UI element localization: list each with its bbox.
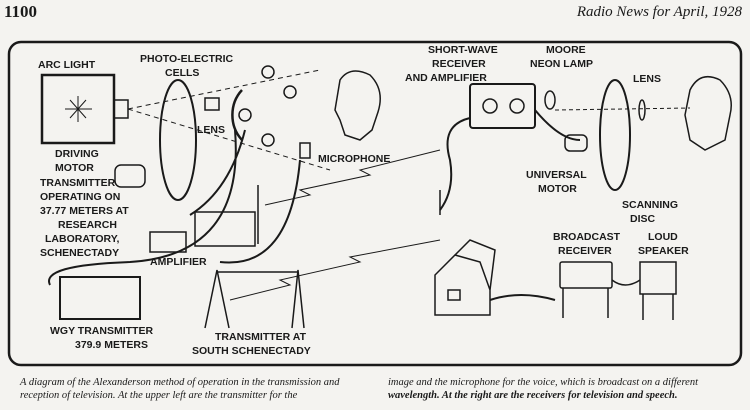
label-transmitter: 37.77 METERS AT (40, 205, 129, 217)
label-transmitter: TRANSMITTER (40, 177, 116, 189)
transmitter-box (195, 212, 255, 246)
broadcast-receiver (560, 262, 612, 288)
label-broadcast-receiver: RECEIVER (558, 245, 612, 257)
shortwave-receiver (470, 84, 535, 128)
arc-light-box (42, 75, 128, 143)
driving-motor (115, 165, 145, 187)
label-transmitter: RESEARCH (58, 219, 117, 231)
photo-cell (262, 66, 274, 78)
label-amplifier: AMPLIFIER (150, 256, 207, 268)
label-lens-right: LENS (633, 73, 662, 85)
label-neon-lamp: NEON LAMP (530, 58, 593, 70)
lens-left (205, 98, 219, 110)
label-photo-cells: PHOTO-ELECTRIC (140, 53, 234, 65)
house (435, 240, 495, 315)
neon-lamp (545, 91, 555, 109)
face-left (335, 71, 380, 140)
label-scanning-disc: DISC (630, 213, 656, 225)
label-universal-motor: UNIVERSAL (526, 169, 587, 181)
label-transmitter: SCHENECTADY (40, 247, 120, 259)
face-right (685, 77, 731, 150)
running-header: Radio News for April, 1928 (576, 4, 742, 20)
label-driving-motor: DRIVING (55, 148, 99, 160)
label-broadcast-receiver: BROADCAST (553, 231, 621, 243)
scanning-disc-left (160, 80, 196, 200)
label-driving-motor: MOTOR (55, 162, 94, 174)
loud-speaker (640, 262, 676, 294)
label-wgy-transmitter: WGY TRANSMITTER (50, 325, 154, 337)
microphone (300, 143, 310, 158)
label-scanning-disc: SCANNING (622, 199, 679, 211)
label-shortwave: SHORT-WAVE (428, 44, 498, 56)
towers (205, 270, 304, 328)
label-transmitter: OPERATING ON (40, 191, 121, 203)
label-neon-lamp: MOORE (546, 44, 586, 56)
page-number: 1100 (4, 2, 38, 21)
lens-right (639, 100, 645, 120)
label-microphone: MICROPHONE (318, 153, 391, 165)
caption-column-1: A diagram of the Alexanderson method of operation in the transmission and reception of television. At the upper left are the transmitter for the (20, 377, 340, 401)
label-photo-cells: CELLS (165, 67, 200, 79)
label-arc-light: ARC LIGHT (38, 59, 96, 71)
photo-cells-frame (232, 90, 242, 140)
label-south-transmitter: TRANSMITTER AT (215, 331, 306, 343)
caption-column-2 (388, 376, 743, 402)
scanning-disc-right (600, 80, 630, 190)
label-universal-motor: MOTOR (538, 183, 577, 195)
label-loud-speaker: SPEAKER (638, 245, 689, 257)
label-lens-left: LENS (197, 124, 226, 136)
label-shortwave: AND AMPLIFIER (405, 72, 487, 84)
label-loud-speaker: LOUD (648, 231, 678, 243)
caption-text: image and the microphone for the voice, which is broadcast on a different (388, 377, 698, 388)
label-shortwave: RECEIVER (432, 58, 486, 70)
caption-bold-text: wavelength. At the right are the receivers for television and speech. (388, 390, 678, 401)
label-wgy-transmitter: 379.9 METERS (75, 339, 148, 351)
wgy-transmitter-box (60, 277, 140, 319)
amplifier-box (150, 232, 186, 252)
label-south-transmitter: SOUTH SCHENECTADY (192, 345, 311, 357)
label-transmitter: LABORATORY, (45, 233, 120, 245)
